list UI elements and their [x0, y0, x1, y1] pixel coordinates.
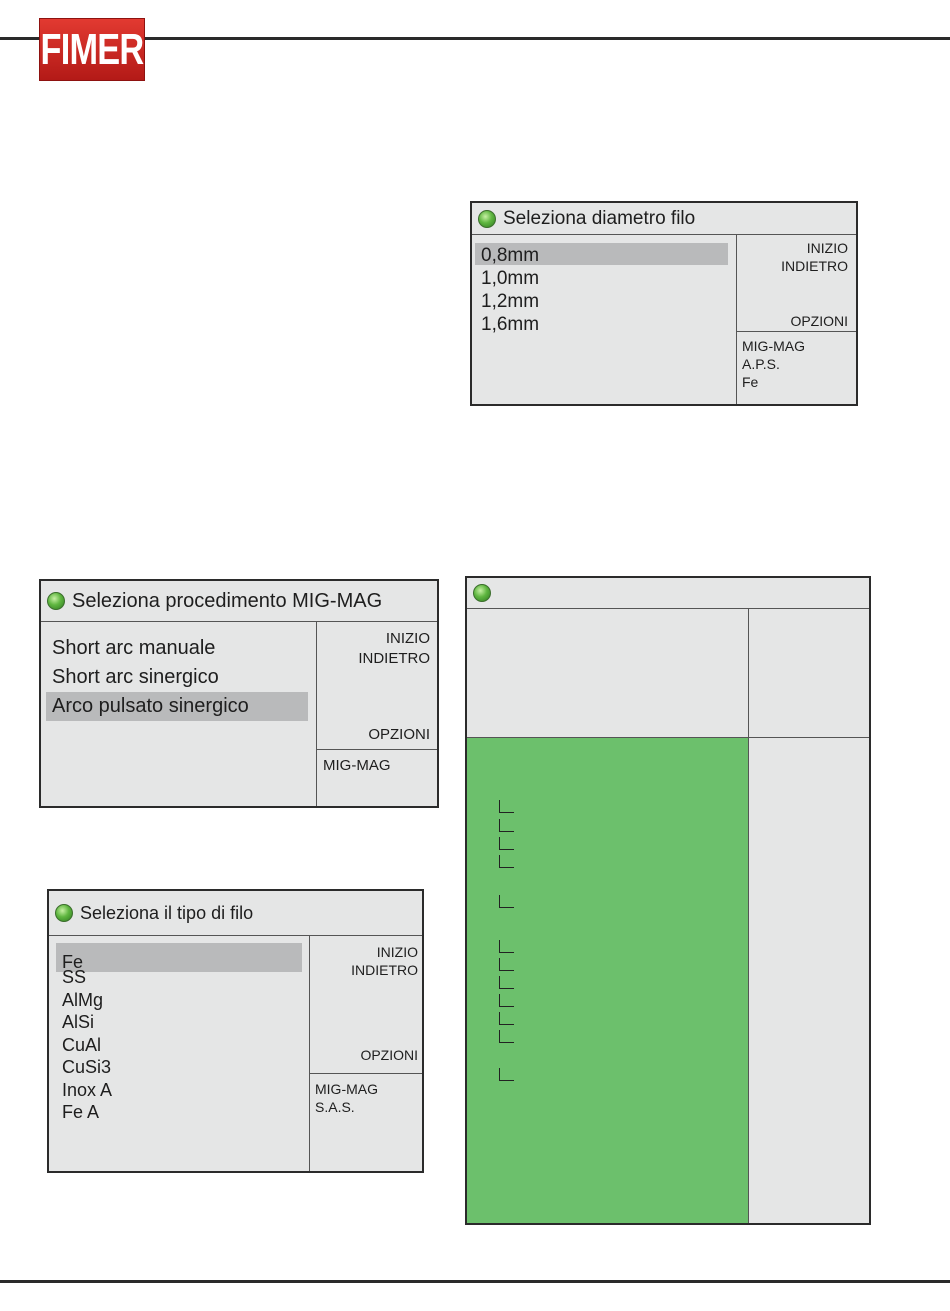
- list-item[interactable]: Fe: [56, 943, 302, 972]
- tree-branch-icon: [499, 994, 514, 1007]
- list-item[interactable]: 1,0mm: [481, 268, 540, 289]
- info-panel: [323, 757, 391, 775]
- status-led-icon: [47, 592, 65, 610]
- screen-title: Seleziona procedimento MIG-MAG: [72, 589, 383, 612]
- tree-branch-icon: [499, 800, 514, 813]
- panel-divider: [736, 235, 737, 404]
- panel-divider: [309, 1073, 422, 1074]
- info-line: MIG-MAG: [323, 757, 391, 774]
- panel-divider: [316, 749, 437, 750]
- info-line: MIG-MAG: [315, 1081, 378, 1097]
- screen-title: Seleziona il tipo di filo: [80, 902, 254, 923]
- screen-title-bar: [41, 581, 437, 622]
- tree-branch-icon: [499, 1012, 514, 1025]
- list-item[interactable]: Inox A: [62, 1079, 113, 1100]
- panel-divider: [736, 331, 856, 332]
- softkey-indietro[interactable]: INDIETRO: [358, 650, 430, 667]
- tree-branch-icon: [499, 895, 514, 908]
- screen-title-bar: [49, 891, 422, 936]
- softkey-opzioni[interactable]: OPZIONI: [360, 1047, 418, 1063]
- tree-branch-icon: [499, 958, 514, 971]
- softkey-inizio[interactable]: INIZIO: [376, 944, 418, 960]
- tree-branch-icon: [499, 976, 514, 989]
- softkey-opzioni[interactable]: OPZIONI: [368, 726, 430, 743]
- status-led-icon: [55, 904, 73, 922]
- list-item[interactable]: Short arc sinergico: [52, 666, 219, 688]
- process-list: [46, 634, 308, 721]
- softkey-inizio[interactable]: INIZIO: [385, 630, 430, 647]
- tree-branch-icon: [499, 940, 514, 953]
- footer-rule: [0, 1280, 950, 1283]
- list-item[interactable]: 0,8mm: [475, 243, 728, 265]
- list-item[interactable]: Arco pulsato sinergico: [46, 692, 308, 721]
- info-line: S.A.S.: [315, 1099, 355, 1115]
- screen-wire-type: [47, 889, 424, 1173]
- screen-process: [39, 579, 439, 808]
- list-item[interactable]: Short arc manuale: [52, 637, 216, 659]
- list-item[interactable]: 1,6mm: [481, 314, 540, 335]
- status-led-icon: [478, 210, 496, 228]
- screen-wire-diameter: [470, 201, 858, 406]
- softkey-inizio[interactable]: INIZIO: [806, 240, 848, 256]
- info-line: MIG-MAG: [742, 338, 805, 354]
- tree-branch-icon: [499, 1068, 514, 1081]
- screen-menu-template: [465, 576, 871, 1225]
- screen-title-bar: [472, 203, 856, 235]
- info-panel: [315, 1080, 378, 1116]
- softkey-indietro[interactable]: INDIETRO: [351, 962, 418, 978]
- list-item[interactable]: CuSi3: [62, 1057, 112, 1077]
- screen-title-bar: [467, 578, 869, 609]
- list-item[interactable]: CuAl: [62, 1034, 102, 1055]
- screen-title: Seleziona diametro filo: [503, 207, 696, 229]
- softkey-indietro[interactable]: INDIETRO: [781, 258, 848, 274]
- list-item[interactable]: SS: [62, 967, 87, 987]
- list-item[interactable]: AlSi: [62, 1012, 95, 1032]
- info-panel: [742, 337, 805, 391]
- info-line: Fe: [742, 374, 759, 390]
- softkey-opzioni[interactable]: OPZIONI: [790, 313, 848, 329]
- panel-divider: [316, 622, 317, 806]
- info-line: A.P.S.: [742, 356, 780, 372]
- panel-divider: [748, 609, 749, 1223]
- tree-branch-icon: [499, 819, 514, 832]
- fimer-logo: FIMER: [39, 18, 145, 81]
- list-item[interactable]: Fe A: [62, 1102, 100, 1122]
- tree-branch-icon: [499, 855, 514, 868]
- status-led-icon: [473, 584, 491, 602]
- wire-type-list: [56, 943, 302, 1124]
- list-item[interactable]: 1,2mm: [481, 291, 540, 312]
- panel-divider: [309, 936, 310, 1171]
- list-item[interactable]: AlMg: [62, 989, 104, 1010]
- wire-diameter-list: [475, 243, 728, 335]
- tree-branch-icon: [499, 1030, 514, 1043]
- tree-branch-icon: [499, 837, 514, 850]
